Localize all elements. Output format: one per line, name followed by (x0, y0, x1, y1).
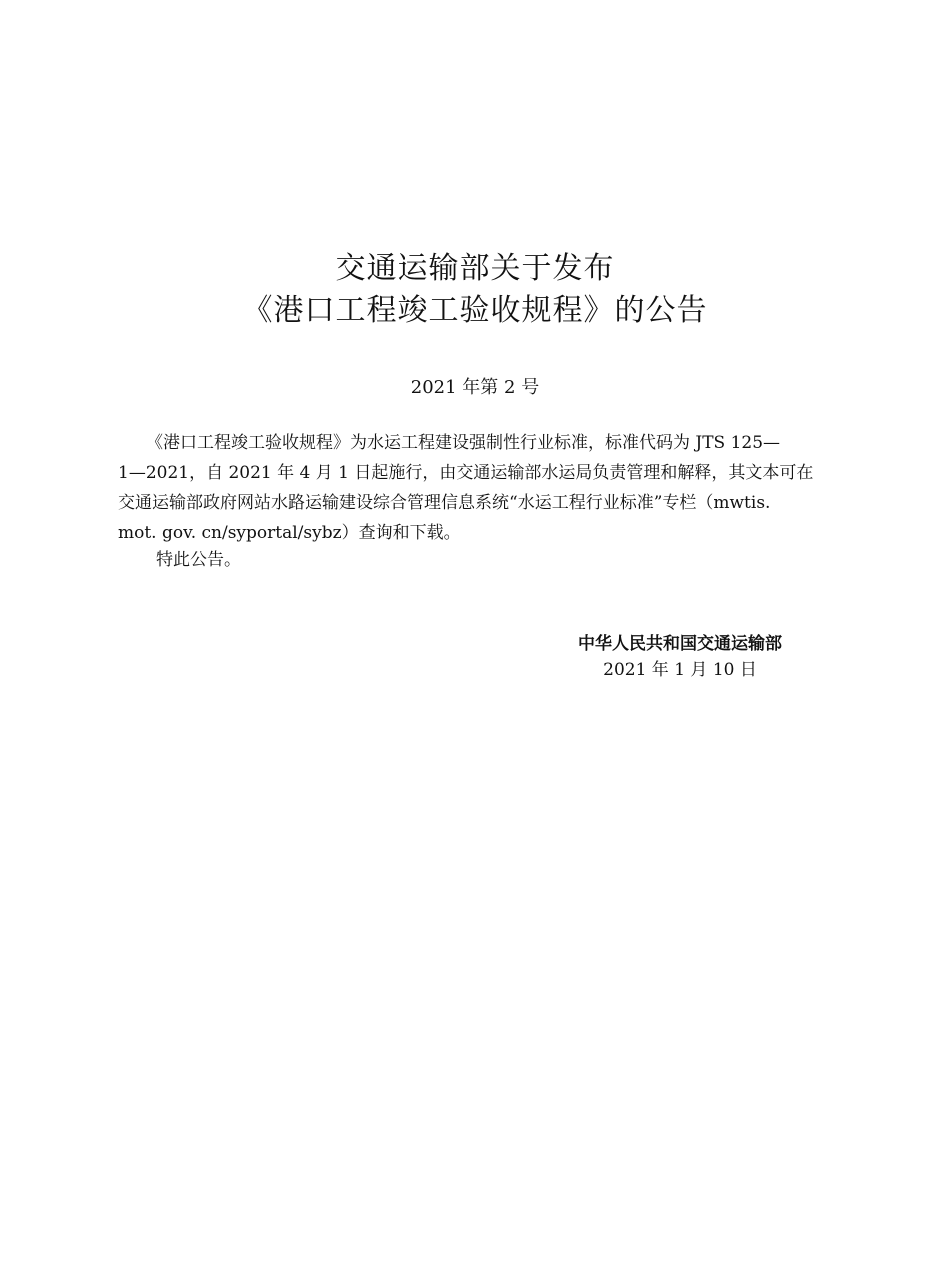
title-line-2: 《港口工程竣工验收规程》的公告 (242, 293, 708, 328)
body-line-3: 交通运输部政府网站水路运输建设综合管理信息系统“水运工程行业标准”专栏（mwtis. (118, 493, 771, 513)
signing-organization: 中华人民共和国交通运输部 (578, 634, 782, 654)
closing-line: 特此公告。 (156, 550, 241, 570)
signing-date: 2021 年 1 月 10 日 (603, 660, 757, 680)
title-line-1: 交通运输部关于发布 (335, 251, 615, 286)
body-line-2: 1—2021，自 2021 年 4 月 1 日起施行，由交通运输部水运局负责管理和解释，其文本可在 (118, 463, 814, 483)
document-number: 2021 年第 2 号 (410, 377, 540, 398)
body-line-4: mot. gov. cn/syportal/sybz）查询和下载。 (118, 523, 461, 543)
body-line-1: 《港口工程竣工验收规程》为水运工程建设强制性行业标准，标准代码为 JTS 125— (146, 433, 781, 453)
